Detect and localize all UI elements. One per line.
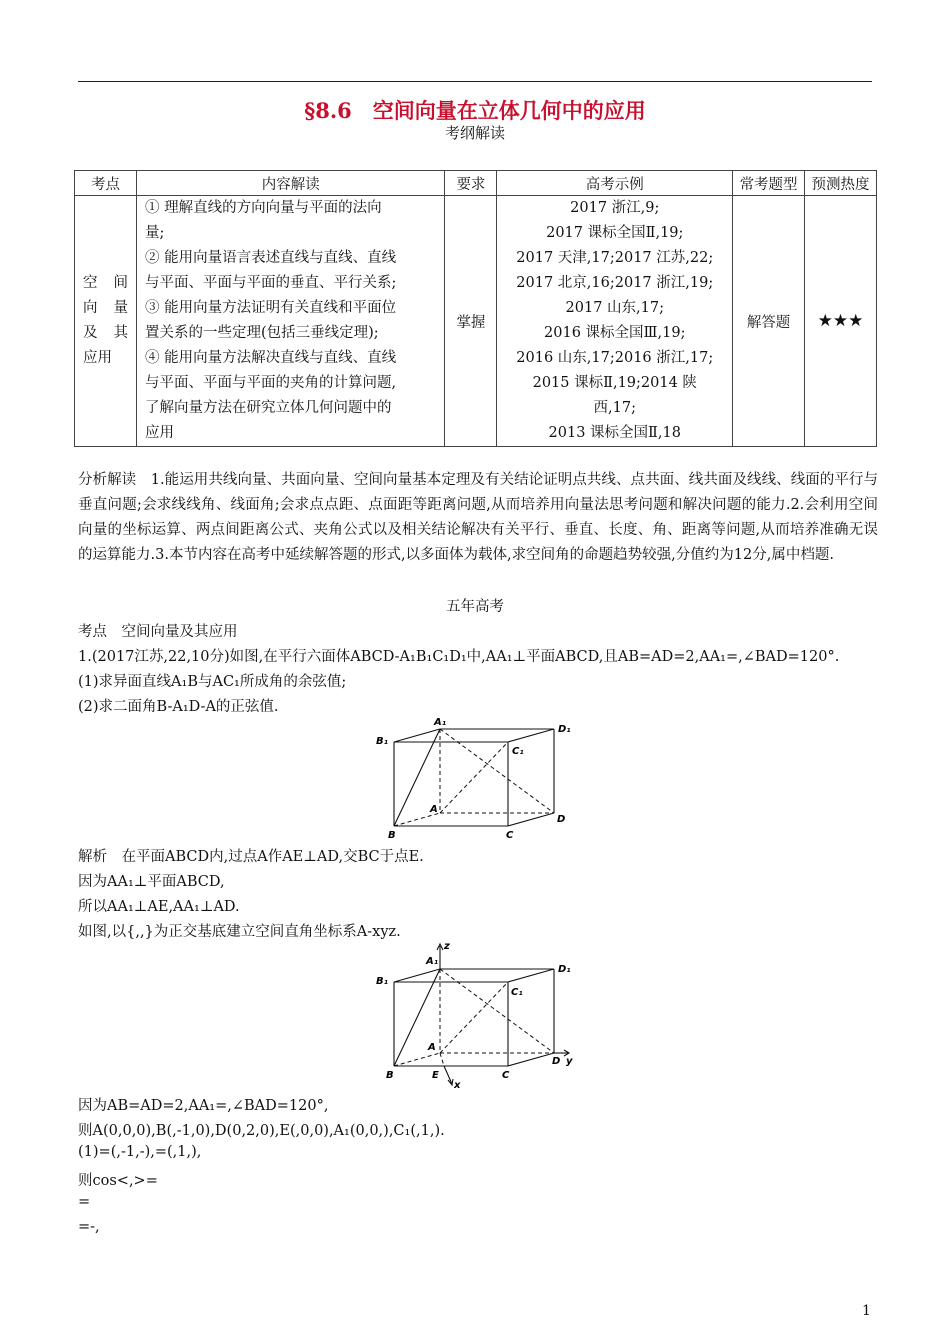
label-d1: D₁ — [558, 724, 571, 735]
problem-statement: 1.(2017江苏,22,10分)如图,在平行六面体ABCD-A₁B₁C₁D₁中,AA₁⊥平面ABCD,且AB=AD=2,AA₁=,∠BAD=120°. — [78, 649, 840, 665]
page-title: §8.6 空间向量在立体几何中的应用 — [304, 98, 646, 123]
label-a: A — [430, 804, 438, 815]
header-rule — [78, 81, 872, 82]
segment-ac1 — [440, 982, 508, 1053]
content-cell: ① 理解直线的方向向量与平面的法向 量; ② 能用向量语言表述直线与直线、直线 与平面、平面与平面的垂直、平行关系; ③ 能用向量方法证明有关直线和平面位 置关系的一些定理(包括三垂线定理); ④ 能用向量方法解决直线与直线、直线 与平面、平面与平面的夹角的计算问题, 了解向量方法在研究立体几何问题中的 应用 — [136, 196, 445, 447]
solution-line-5: 因为AB=AD=2,AA₁=,∠BAD=120°, — [78, 1098, 329, 1114]
label-b1: B₁ — [376, 736, 389, 747]
table-header-row — [75, 171, 877, 196]
segment-ae — [440, 1053, 444, 1066]
solution-line-6: 则A(0,0,0),B(,-1,0),D(0,2,0),E(,0,0),A₁(0,0,),C₁(,1,). — [78, 1123, 445, 1139]
label-a1: A₁ — [434, 717, 447, 728]
section-title: 五年高考 — [446, 599, 504, 615]
label-d: D — [557, 814, 566, 825]
label-d: D — [552, 1056, 561, 1067]
x-axis-arrow — [444, 1066, 452, 1084]
label-c: C — [502, 1070, 510, 1081]
page-number: 1 — [862, 1303, 871, 1319]
header-question-type: 常考题型 — [733, 171, 805, 196]
label-b1: B₁ — [376, 976, 389, 987]
label-b: B — [388, 830, 396, 841]
topic-line: 考点 空间向量及其应用 — [78, 624, 238, 640]
label-c1: C₁ — [512, 746, 524, 757]
solution-line-9: = — [78, 1194, 91, 1210]
edge-cd — [508, 1053, 554, 1066]
label-e: E — [432, 1070, 439, 1081]
label-a1: A₁ — [426, 956, 439, 967]
label-c: C — [506, 830, 514, 841]
examples-cell: 2017 浙江,9; 2017 课标全国Ⅱ,19; 2017 天津,17;2017 江苏,22; 2017 北京,16;2017 浙江,19; 2017 山东,17; 2016 课标全国Ⅲ,19; 2016 山东,17;2016 浙江,17; 2015 课标Ⅱ,19;2014 陕 西,17; 2013 课标全国Ⅱ,18 — [497, 196, 733, 447]
parallelepiped-figure-2 — [370, 938, 585, 1090]
analysis-paragraph: 分析解读 1.能运用共线向量、共面向量、空间向量基本定理及有关结论证明点共线、点共面、线共面及线线、线面的平行与垂直问题;会求线线角、线面角;会求点点距、点面距等距离问题,从而培养用向量法思考问题和解决问题的能力.2.会利用空间向量的坐标运算、两点间距离公式、夹角公式以及相关结论解决有关平行、垂直、长度、角、距离等问题,从而培养准确无误的运算能力.3.本节内容在高考中延续解答题的形式,以多面体为载体,求空间角的命题趋势较强,分值约为12分,属中档题. — [78, 472, 878, 563]
topic-cell: 空 间 向 量 及 其 应用 — [75, 196, 137, 447]
question-type-cell: 解答题 — [733, 196, 805, 447]
edge-cd — [508, 813, 554, 826]
edge-b1a1 — [394, 969, 440, 982]
header-requirement: 要求 — [445, 171, 497, 196]
header-topic: 考点 — [75, 171, 137, 196]
label-y: y — [566, 1056, 573, 1067]
label-c1: C₁ — [511, 987, 523, 998]
edge-c1d1 — [508, 729, 554, 742]
solution-line-4: 如图,以{,,}为正交基底建立空间直角坐标系A-xyz. — [78, 924, 401, 940]
header-examples: 高考示例 — [497, 171, 733, 196]
edge-ab — [394, 1053, 440, 1066]
solution-line-3: 所以AA₁⊥AE,AA₁⊥AD. — [78, 899, 240, 915]
syllabus-table — [74, 170, 877, 447]
segment-ac1 — [440, 742, 508, 813]
label-b: B — [386, 1070, 394, 1081]
solution-line-1: 解析 在平面ABCD内,过点A作AE⊥AD,交BC于点E. — [78, 849, 424, 865]
solution-line-8: 则cos<,>= — [78, 1173, 158, 1189]
label-a: A — [428, 1042, 436, 1053]
requirement-cell: 掌握 — [445, 196, 497, 447]
label-x: x — [454, 1080, 461, 1090]
edge-b1a1 — [394, 729, 440, 742]
header-content: 内容解读 — [136, 171, 445, 196]
question-1: (1)求异面直线A₁B与AC₁所成角的余弦值; — [78, 674, 347, 690]
label-z: z — [444, 941, 450, 952]
table-row — [75, 196, 877, 447]
header-heat: 预测热度 — [805, 171, 877, 196]
solution-line-2: 因为AA₁⊥平面ABCD, — [78, 874, 225, 890]
solution-line-7: (1)=(,-1,-),=(,1,), — [78, 1144, 202, 1160]
solution-line-10: =-, — [78, 1219, 100, 1235]
question-2: (2)求二面角B-A₁D-A的正弦值. — [78, 699, 279, 715]
page-subtitle: 考纲解读 — [444, 124, 505, 142]
heat-rating: ★★★ — [805, 196, 877, 447]
edge-c1d1 — [508, 969, 554, 982]
parallelepiped-figure-1 — [370, 712, 580, 842]
label-d1: D₁ — [558, 964, 571, 975]
